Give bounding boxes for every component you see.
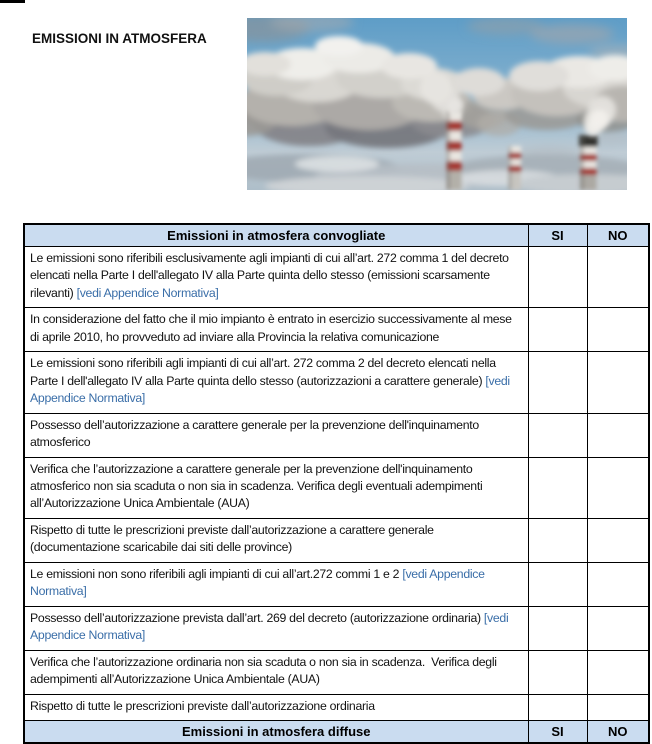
question-text: Le emissioni sono riferibili esclusivamente agli impianti di cui all’art. 272 comma 1 del decreto elencati nella Parte I dell'allegato IV alla Parte quinta dello stesso (emissioni scarsamente rilevanti) [vedi Appendice Normativa] bbox=[24, 247, 528, 308]
table-row bbox=[24, 308, 649, 352]
question-text: Possesso dell’autorizzazione a carattere generale per la prevenzione dell'inquinamento atmosferico bbox=[24, 413, 528, 457]
question-text: Possesso dell’autorizzazione prevista dall’art. 269 del decreto (autorizzazione ordinaria) [vedi Appendice Normativa] bbox=[24, 606, 528, 650]
appendix-link[interactable]: [vedi Appendice Normativa] bbox=[76, 285, 219, 300]
question-text: Le emissioni sono riferibili agli impianti di cui all’art. 272 comma 2 del decreto elencati nella Parte I dell'allegato IV alla Parte quinta dello stesso (autorizzazioni a carattere generale) [vedi Appendice Normativa] bbox=[24, 352, 528, 413]
appendix-link[interactable]: [vedi Appendice Normativa] bbox=[30, 373, 510, 406]
chimney-short bbox=[509, 146, 522, 190]
chimney-right bbox=[579, 135, 598, 190]
question-text: Rispetto di tutte le prescrizioni previste dall’autorizzazione ordinaria bbox=[24, 694, 528, 720]
appendix-link[interactable]: [vedi Appendice Normativa] bbox=[30, 566, 485, 599]
question-text: Rispetto di tutte le prescrizioni previste dall’autorizzazione a carattere generale (documentazione scaricabile dai siti delle province) bbox=[24, 518, 528, 562]
chimney-tall bbox=[447, 111, 462, 190]
si-cell[interactable] bbox=[528, 352, 587, 413]
no-cell[interactable] bbox=[587, 562, 649, 606]
si-cell[interactable] bbox=[528, 694, 587, 720]
table-row bbox=[24, 606, 649, 650]
si-cell[interactable] bbox=[528, 518, 587, 562]
table-row bbox=[24, 247, 649, 308]
page-title: EMISSIONI IN ATMOSFERA bbox=[32, 31, 207, 46]
question-text: Verifica che l’autorizzazione ordinaria non sia scaduta o non sia in scadenza. Verifica degli adempimenti all’Autorizzazione Unica Ambientale (AUA) bbox=[24, 650, 528, 694]
section-title-diffuse: Emissioni in atmosfera diffuse bbox=[24, 720, 528, 743]
table-row bbox=[24, 457, 649, 518]
no-cell[interactable] bbox=[587, 247, 649, 308]
smokestacks-photo-illustration bbox=[247, 18, 627, 190]
question-text: In considerazione del fatto che il mio impianto è entrato in esercizio successivamente al mese di aprile 2010, ho provveduto ad inviare alla Provincia la relativa comunicazione bbox=[24, 308, 528, 352]
no-cell[interactable] bbox=[587, 650, 649, 694]
si-column-header: SI bbox=[528, 720, 587, 743]
section-header-row-convogliate bbox=[24, 224, 649, 247]
question-text: Verifica che l’autorizzazione a carattere generale per la prevenzione dell'inquinamento atmosferico non sia scaduta o non sia in scadenza. Verifica degli eventuali adempimenti all’Autorizzazione Unica Ambientale (AUA) bbox=[24, 457, 528, 518]
emissions-checklist-table bbox=[23, 223, 650, 744]
appendix-link[interactable]: [vedi Appendice Normativa] bbox=[30, 610, 509, 643]
table-row bbox=[24, 352, 649, 413]
no-cell[interactable] bbox=[587, 694, 649, 720]
table-row bbox=[24, 413, 649, 457]
si-cell[interactable] bbox=[528, 308, 587, 352]
question-text: Le emissioni non sono riferibili agli impianti di cui all’art.272 commi 1 e 2 [vedi Appendice Normativa] bbox=[24, 562, 528, 606]
si-column-header: SI bbox=[528, 224, 587, 247]
table-row bbox=[24, 518, 649, 562]
si-cell[interactable] bbox=[528, 606, 587, 650]
table-row bbox=[24, 562, 649, 606]
no-cell[interactable] bbox=[587, 518, 649, 562]
si-cell[interactable] bbox=[528, 562, 587, 606]
no-cell[interactable] bbox=[587, 606, 649, 650]
no-cell[interactable] bbox=[587, 413, 649, 457]
section-title-convogliate: Emissioni in atmosfera convogliate bbox=[24, 224, 528, 247]
smokestacks-photo bbox=[247, 18, 627, 190]
no-column-header: NO bbox=[587, 224, 649, 247]
si-cell[interactable] bbox=[528, 457, 587, 518]
no-cell[interactable] bbox=[587, 352, 649, 413]
table-row bbox=[24, 650, 649, 694]
si-cell[interactable] bbox=[528, 247, 587, 308]
si-cell[interactable] bbox=[528, 650, 587, 694]
si-cell[interactable] bbox=[528, 413, 587, 457]
no-cell[interactable] bbox=[587, 457, 649, 518]
table-row bbox=[24, 694, 649, 720]
no-column-header: NO bbox=[587, 720, 649, 743]
page-corner-mark bbox=[0, 0, 25, 3]
no-cell[interactable] bbox=[587, 308, 649, 352]
section-header-row-diffuse bbox=[24, 720, 649, 743]
